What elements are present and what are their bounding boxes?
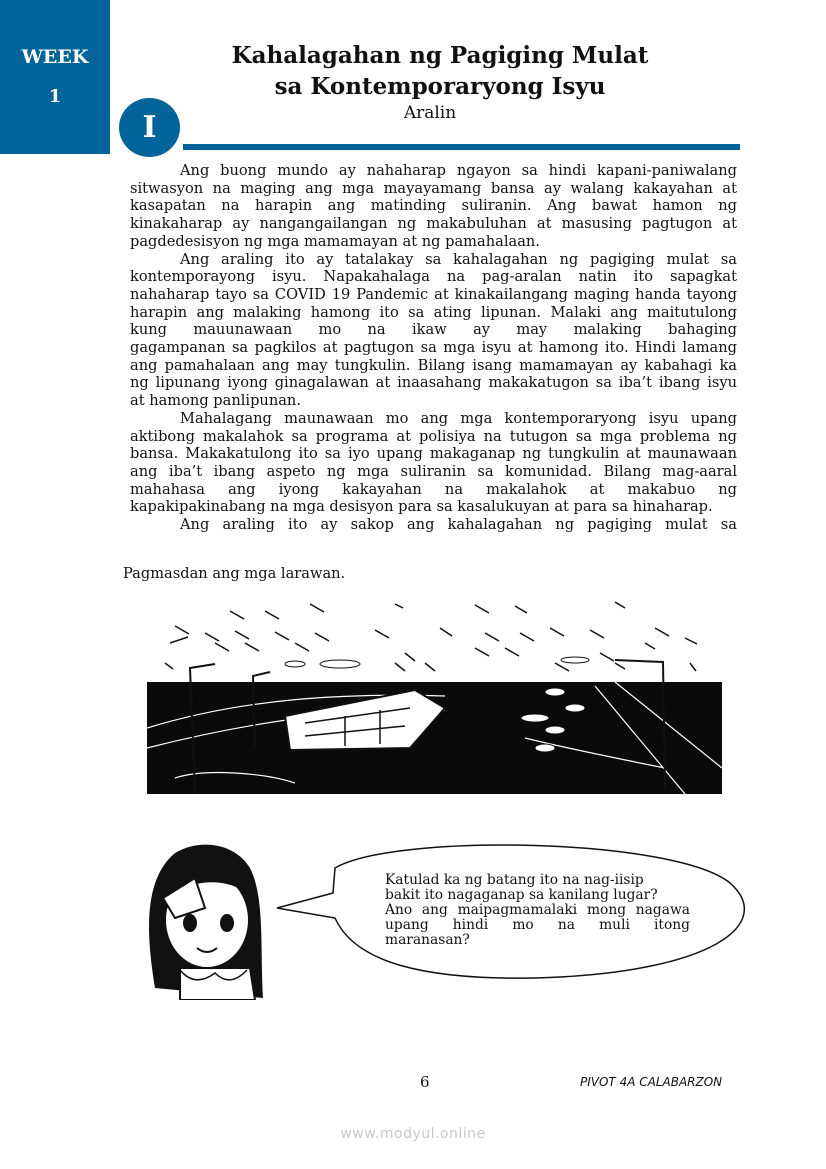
- paragraph-line: Mahalagang maunawaan mo ang mga kontemporaryong isyu upang: [180, 409, 737, 427]
- observe-instruction: Pagmasdan ang mga larawan.: [123, 565, 346, 582]
- paragraph-line: ang pamahalaan ang may tungkulin. Bilang isang mamamayan ay kabahagi ka: [130, 356, 737, 374]
- paragraph-line: harapin ang malaking hamong ito sa ating lipunan. Malaki ang maitutulong: [130, 303, 737, 321]
- speech-bubble-line: maranasan?: [385, 932, 470, 948]
- paragraph-line: kung mauunawaan mo na ikaw ay may malaking bahaging: [130, 321, 737, 339]
- paragraph-line: Ang buong mundo ay nahaharap ngayon sa hindi kapani-paniwalang: [180, 162, 737, 179]
- watermark: www.modyul.online: [340, 1126, 486, 1142]
- paragraph-line: Ang araling ito ay tatalakay sa kahalagahan ng pagiging mulat sa: [180, 250, 737, 268]
- paragraph-line: sitwasyon na maging ang mga mayayamang bansa ay walang kakayahan at: [130, 179, 737, 197]
- title-line-1: Kahalagahan ng Pagiging Mulat: [231, 42, 649, 69]
- paragraph-line: kinakaharap ay nangangailangan ng makabuluhan at masusing pagtugon at: [130, 215, 737, 233]
- footer-label: PIVOT 4A CALABARZON: [580, 1075, 723, 1089]
- page-title: [180, 40, 700, 102]
- speech-bubble-line: Katulad ka ng batang ito na nag-iisip: [385, 872, 644, 888]
- paragraph-line: bansa. Makakatulong ito sa iyo upang makaganap ng tungkulin at maunawaan: [130, 445, 737, 463]
- paragraph-line: kontemporayong isyu. Napakahalaga na pag-aralan natin ito sapagkat: [130, 268, 737, 286]
- thinking-girl-illustration: [135, 838, 275, 1000]
- paragraph-line: kapakipakinabang na mga desisyon para sa kasalukuyan at para sa hinaharap.: [130, 498, 713, 516]
- speech-bubble-line: bakit ito nagaganap sa kanilang lugar?: [385, 887, 658, 903]
- paragraph-line: ng lipunang iyong ginagalawan at inaasahang makakatugon sa iba’t ibang isyu: [130, 374, 737, 392]
- paragraph-line: at hamong panlipunan.: [130, 392, 301, 410]
- header-divider: [183, 144, 740, 150]
- page-subtitle: Aralin: [403, 103, 457, 123]
- paragraph-line: ang iba’t ibang aspeto ng mga suliranin sa komunidad. Bilang mag-aaral: [130, 462, 737, 480]
- speech-bubble-line: upang hindi mo na muli itong: [385, 917, 690, 933]
- paragraph-line: Ang araling ito ay sakop ang kahalagahan ng pagiging mulat sa: [180, 516, 737, 534]
- week-number: 1: [48, 86, 62, 107]
- week-label: WEEK: [21, 46, 89, 68]
- paragraph-line: gagampanan sa pagkilos at pagtugon sa mga isyu at hamong ito. Hindi lamang: [130, 339, 737, 357]
- week-badge: [0, 0, 110, 154]
- speech-bubble-text: [385, 873, 690, 948]
- paragraph-line: aktibong makalahok sa programa at polisiya na tutugon sa mga problema ng: [130, 427, 737, 445]
- paragraph-line: nahaharap tayo sa COVID 19 Pandemic at kinakailangang maging handa tayong: [130, 285, 737, 303]
- paragraph-line: kasapatan na harapin ang matinding suliranin. Ang bawat hamon ng: [130, 197, 737, 215]
- section-letter-badge: I: [119, 98, 180, 157]
- lesson-body: [130, 162, 737, 534]
- title-line-2: sa Kontemporaryong Isyu: [274, 73, 606, 100]
- paragraph-line: pagdedesisyon ng mga mamamayan at ng pamahalaan.: [130, 232, 540, 250]
- speech-bubble-line: Ano ang maipagmamalaki mong nagawa: [385, 902, 690, 918]
- page-number: 6: [420, 1073, 430, 1091]
- flood-illustration: [145, 598, 723, 798]
- paragraph-line: mahahasa ang iyong kakayahan na makalahok at makabuo ng: [130, 480, 737, 498]
